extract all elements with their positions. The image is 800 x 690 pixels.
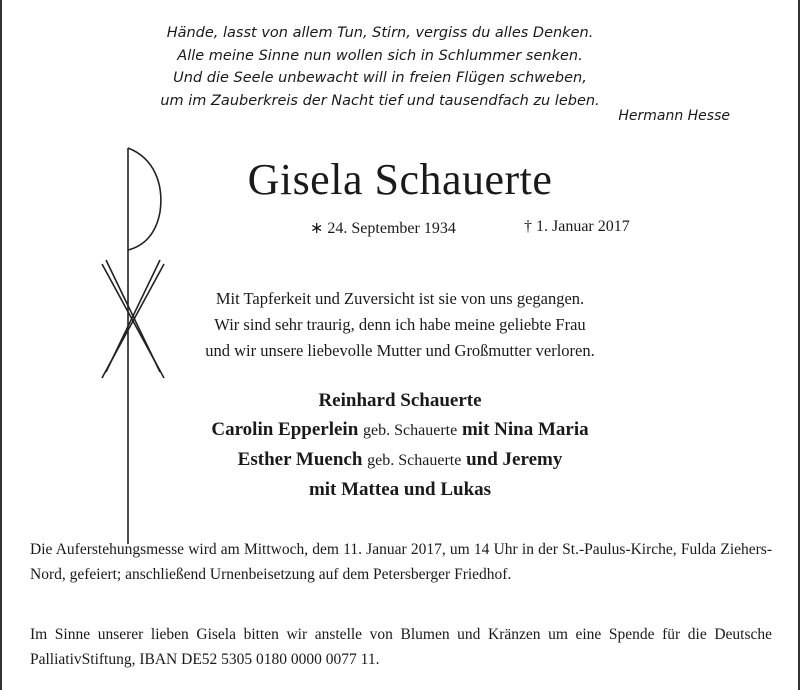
statement-line: Wir sind sehr traurig, denn ich habe meine geliebte Frau <box>214 315 586 334</box>
service-info: Die Auferstehungsmesse wird am Mittwoch, dem 11. Januar 2017, um 14 Uhr in der St.-Paulus-Kirche, Fulda Ziehers-Nord, gefeiert; anschließend Urnenbeisetzung auf dem Petersberger Friedhof. <box>30 541 772 583</box>
poem-line: um im Zauberkreis der Nacht tief und tausendfach zu leben. <box>160 92 600 109</box>
poem-line: Alle meine Sinne nun wollen sich in Schlummer senken. <box>177 47 583 64</box>
poem-author: Hermann Hesse <box>618 108 730 124</box>
mourner <box>150 415 650 445</box>
poem-line: Und die Seele unbewacht will in freien Flügen schweben, <box>173 70 587 86</box>
mourner <box>150 445 650 475</box>
birth-date: ∗ 24. September 1934 <box>310 220 456 237</box>
mourner-name: Esther Muench <box>237 449 363 470</box>
mourner-name: Carolin Epperlein <box>211 419 359 440</box>
mourner: mit Mattea und Lukas <box>308 479 492 500</box>
statement-line: und wir unsere liebevolle Mutter und Großmutter verloren. <box>205 341 595 360</box>
mourner-family: und Jeremy <box>466 449 563 470</box>
mourners-list <box>150 386 650 504</box>
maiden-name: geb. Schauerte <box>367 452 462 469</box>
mourner-family: mit Nina Maria <box>461 419 589 440</box>
maiden-name: geb. Schauerte <box>363 422 458 439</box>
statement <box>150 286 650 364</box>
mourner: Reinhard Schauerte <box>318 390 482 411</box>
donation-info: Im Sinne unserer lieben Gisela bitten wir anstelle von Blumen und Kränzen um eine Spende für die Deutsche PalliativStiftung, IBAN DE52 5305 0180 0000 0077 11. <box>30 626 772 668</box>
poem <box>140 22 620 112</box>
death-date: † 1. Januar 2017 <box>524 218 630 235</box>
deceased-name: Gisela Schauerte <box>247 155 553 204</box>
statement-line: Mit Tapferkeit und Zuversicht ist sie von uns gegangen. <box>215 289 585 308</box>
poem-line: Hände, lasst von allem Tun, Stirn, vergiss du alles Denken. <box>166 25 594 41</box>
